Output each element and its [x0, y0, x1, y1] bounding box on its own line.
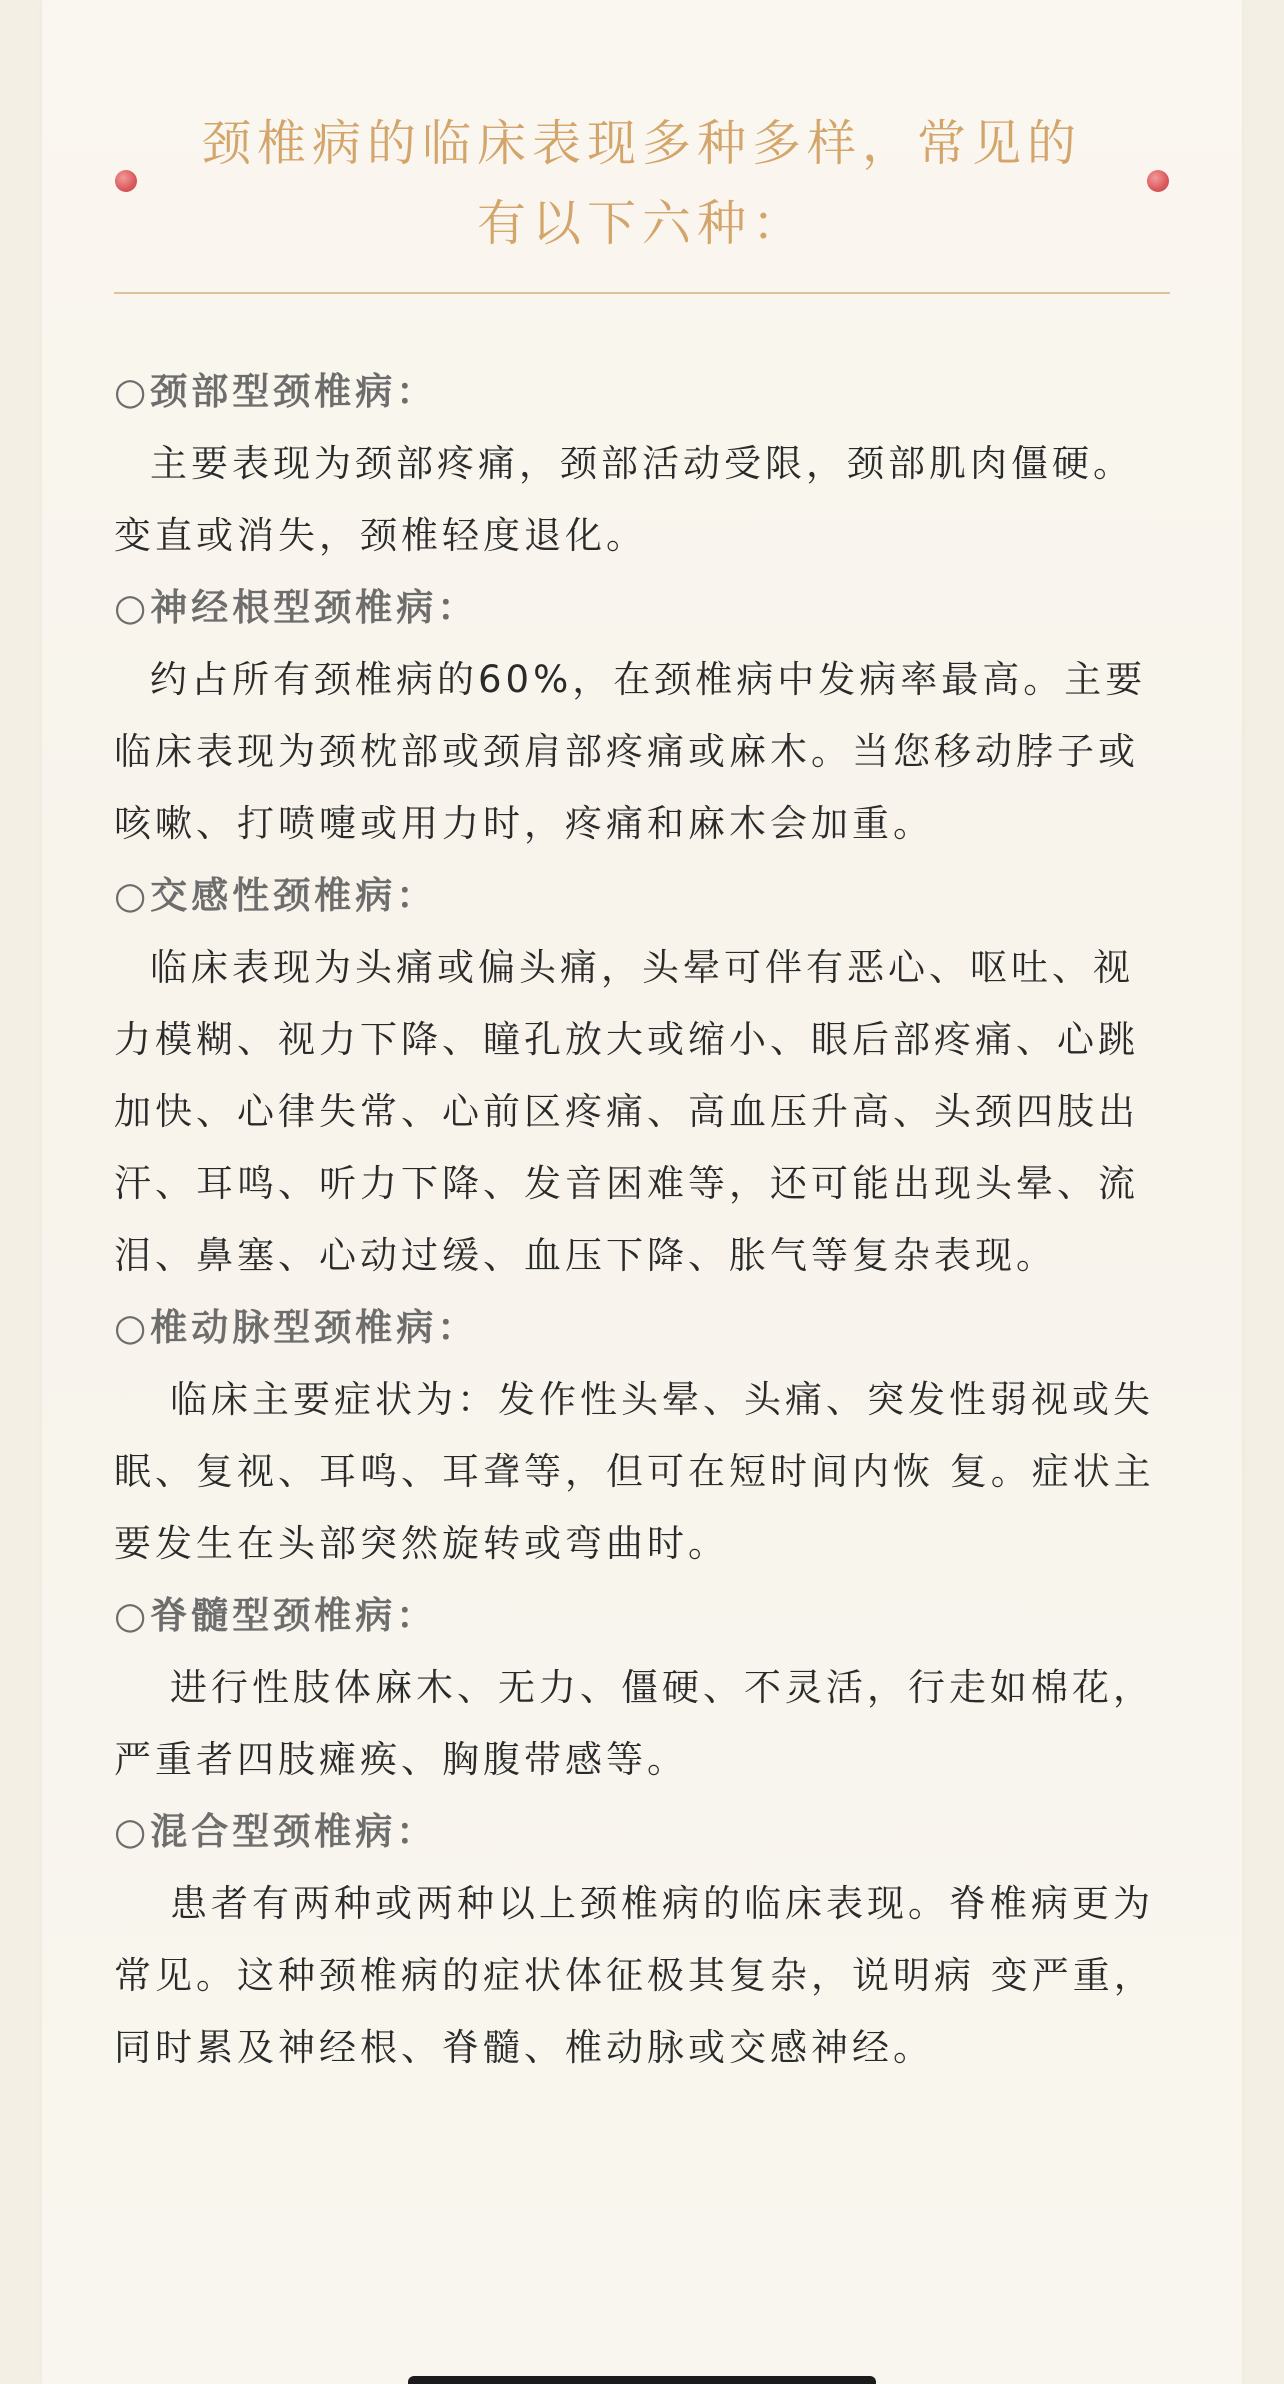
section-heading: ○混合型颈椎病：	[114, 1810, 438, 1853]
section-heading: ○神经根型颈椎病：	[114, 586, 479, 629]
section-sympathetic-type	[114, 860, 1174, 1292]
section-heading: ○脊髓型颈椎病：	[114, 1594, 438, 1637]
section-heading: ○颈部型颈椎病：	[114, 370, 438, 413]
section-body: 临床表现为头痛或偏头痛，头晕可伴有恶心、呕吐、视力模糊、视力下降、瞳孔放大或缩小、眼后部疼痛、心跳加快、心律失常、心前区疼痛、高血压升高、头颈四肢出汗、耳鸣、听力下降、发音困难等，还可能出现头晕、流泪、鼻塞、心动过缓、血压下降、胀气等复杂表现。	[114, 946, 1139, 1277]
section-body: 约占所有颈椎病的60%，在颈椎病中发病率最高。主要临床表现为颈枕部或颈肩部疼痛或麻木。当您移动脖子或咳嗽、打喷嚏或用力时，疼痛和麻木会加重。	[114, 658, 1147, 845]
section-body: 主要表现为颈部疼痛，颈部活动受限，颈部肌肉僵硬。变直或消失，颈椎轻度退化。	[114, 442, 1134, 557]
title-line-1: 颈椎病的临床表现多种多样，常见的	[201, 115, 1082, 172]
section-heading: ○椎动脉型颈椎病：	[114, 1306, 479, 1349]
section-nerve-root-type	[114, 572, 1174, 860]
section-body: 临床主要症状为：发作性头晕、头痛、突发性弱视或失眠、复视、耳鸣、耳聋等，但可在短时间内恢 复。症状主要发生在头部突然旋转或弯曲时。	[114, 1378, 1155, 1565]
home-indicator-bar[interactable]	[408, 2376, 876, 2384]
circle-bullet-icon: ○	[114, 1594, 151, 1637]
section-mixed-type	[114, 1796, 1174, 2084]
title-divider	[114, 292, 1170, 294]
section-spinal-cord-type	[114, 1580, 1174, 1796]
section-body: 患者有两种或两种以上颈椎病的临床表现。脊椎病更为常见。这种颈椎病的症状体征极其复杂，说明病 变严重，同时累及神经根、脊髓、椎动脉或交感神经。	[114, 1882, 1155, 2069]
circle-bullet-icon: ○	[114, 874, 151, 917]
circle-bullet-icon: ○	[114, 1306, 151, 1349]
title-line-2: 有以下六种：	[476, 195, 807, 252]
article-body	[114, 356, 1174, 2084]
circle-bullet-icon: ○	[114, 370, 151, 413]
section-vertebral-artery-type	[114, 1292, 1174, 1580]
section-body: 进行性肢体麻木、无力、僵硬、不灵活，行走如棉花，严重者四肢瘫痪、胸腹带感等。	[114, 1666, 1154, 1781]
article-title	[0, 104, 1284, 264]
circle-bullet-icon: ○	[114, 1810, 151, 1853]
section-neck-type	[114, 356, 1174, 572]
circle-bullet-icon: ○	[114, 586, 151, 629]
section-heading: ○交感性颈椎病：	[114, 874, 438, 917]
